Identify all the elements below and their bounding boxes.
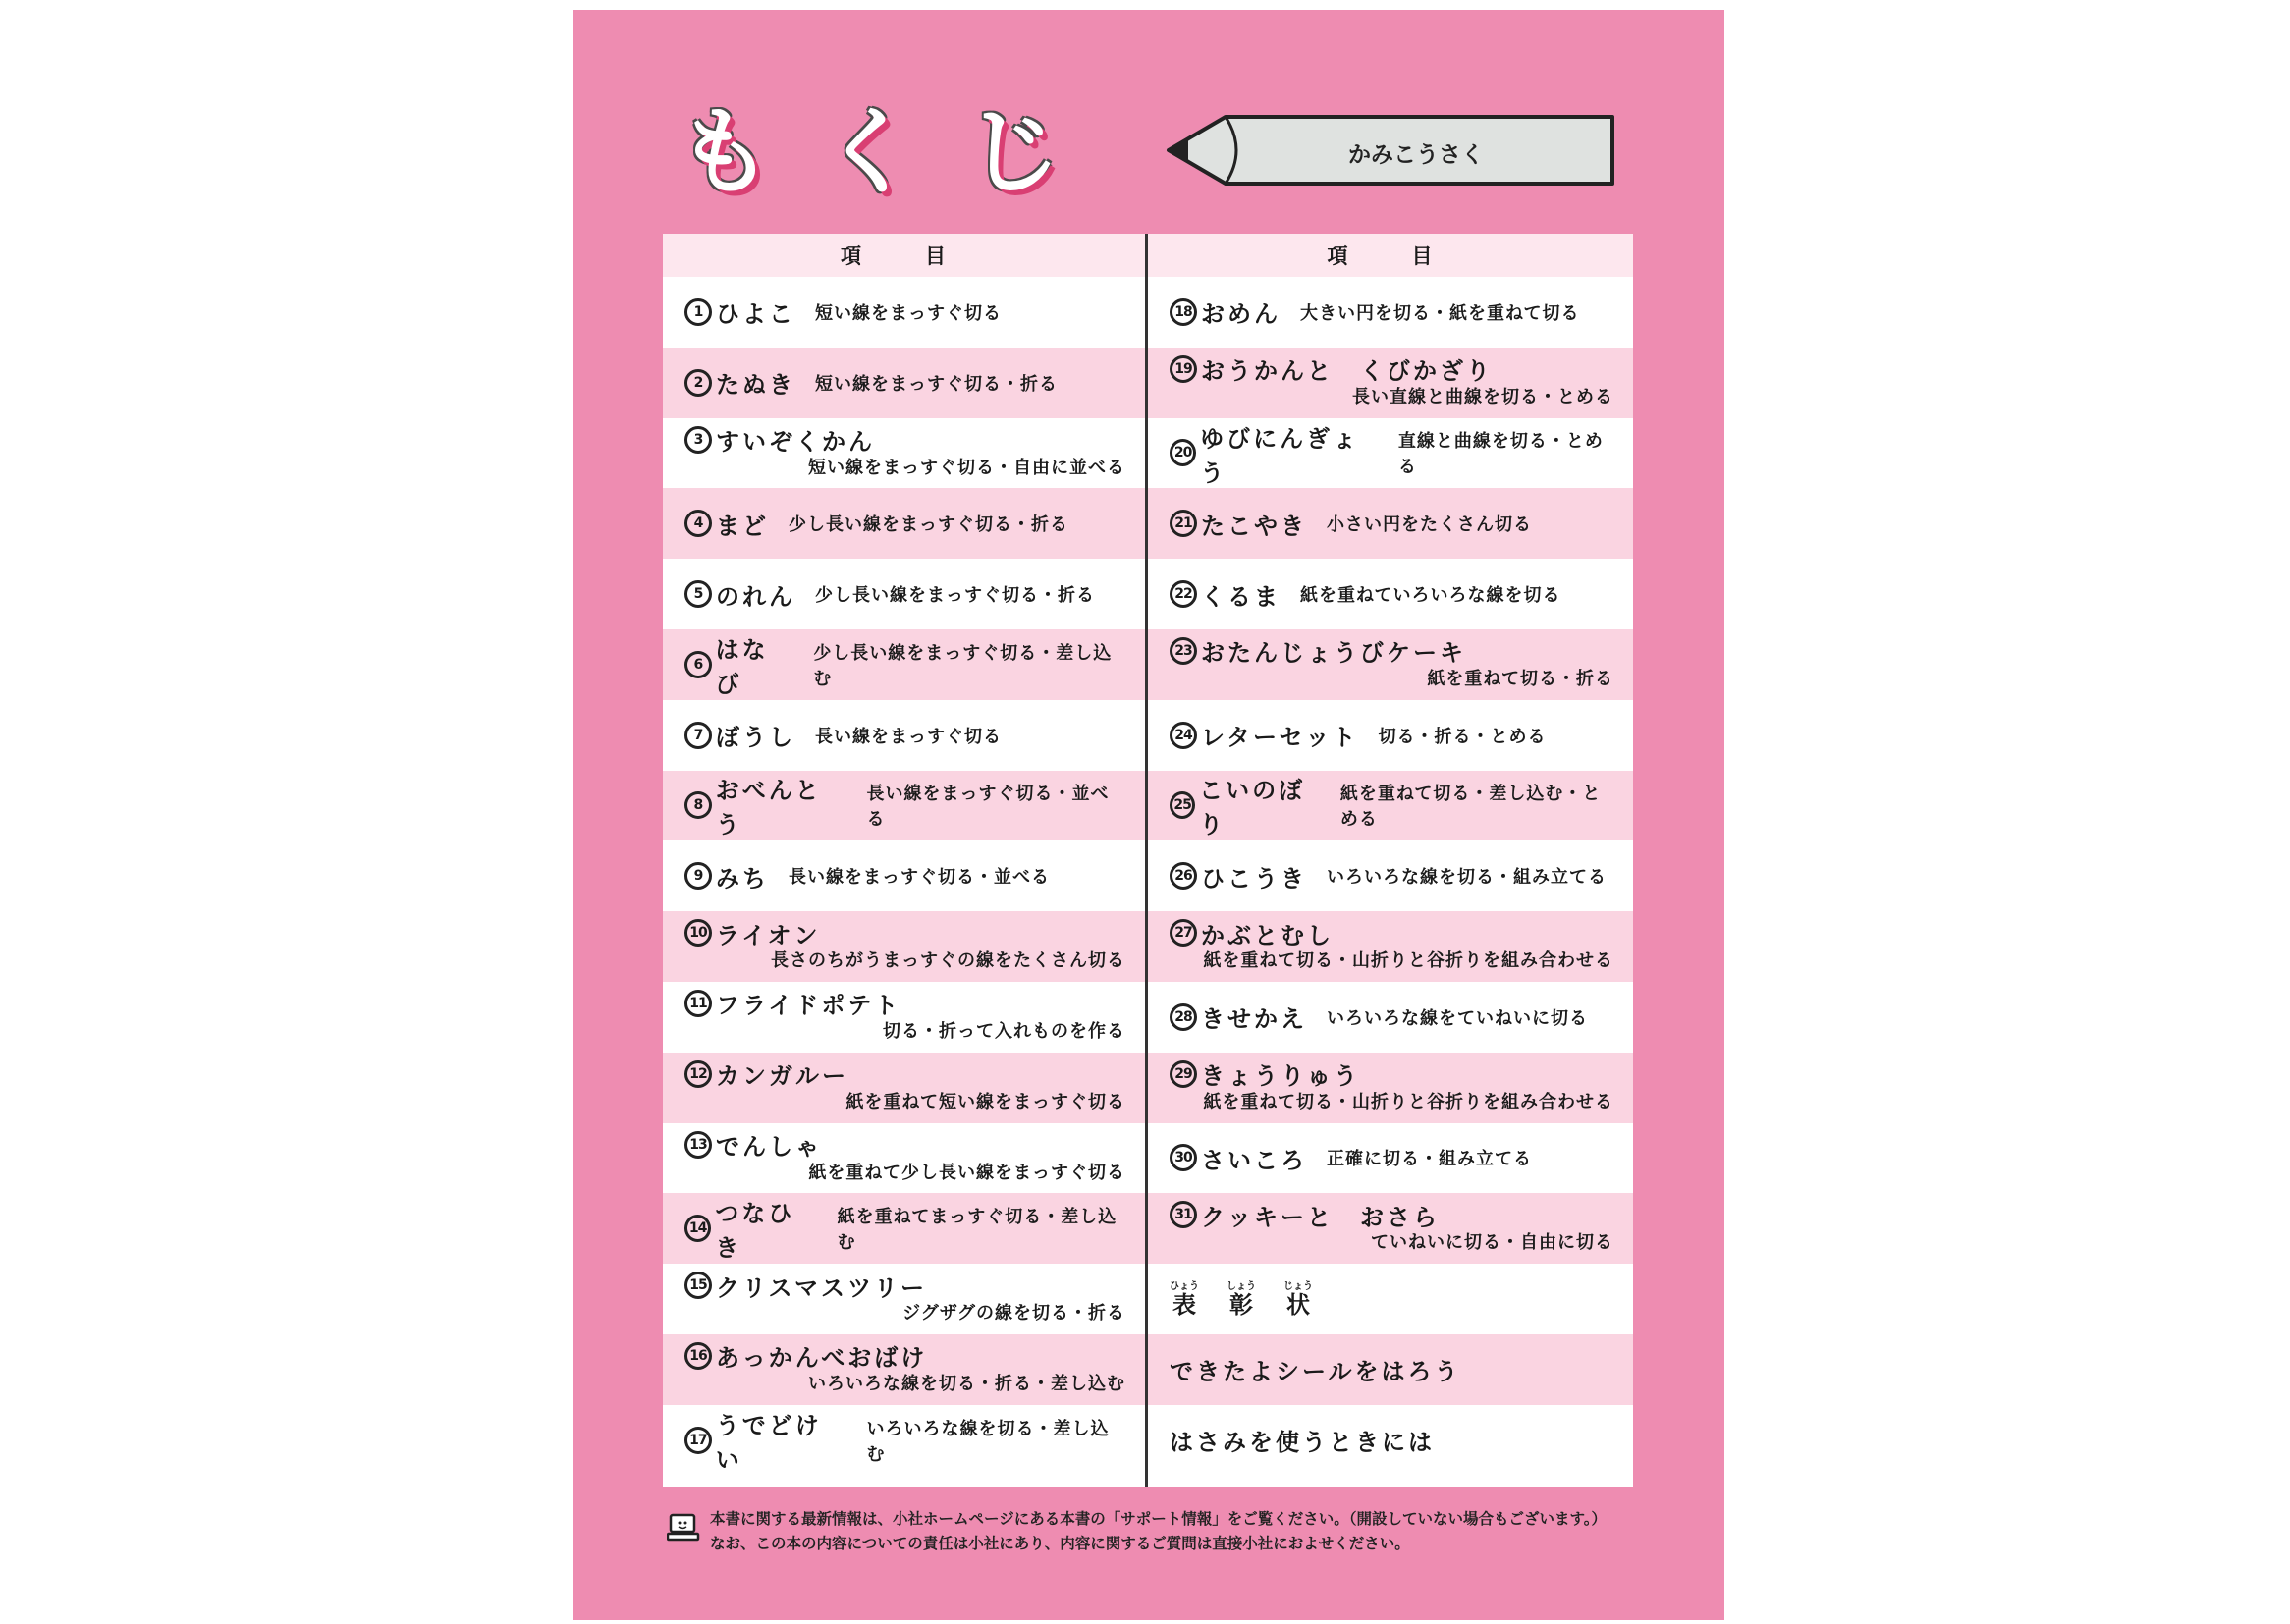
toc-row bbox=[1148, 911, 1633, 982]
item-description: 長い線をまっすぐ切る・並べる bbox=[789, 867, 1050, 889]
item-number: 9 bbox=[684, 862, 712, 890]
item-number: 20 bbox=[1170, 439, 1196, 466]
item-title: レターセット bbox=[1201, 724, 1359, 752]
toc-row bbox=[663, 911, 1145, 982]
item-number: 31 bbox=[1170, 1201, 1197, 1228]
item-number: 11 bbox=[684, 990, 712, 1017]
toc-row bbox=[663, 1264, 1145, 1334]
toc-row bbox=[663, 700, 1145, 771]
item-title: フライドポテト bbox=[716, 992, 901, 1020]
item-description: いろいろな線を切る・折る・差し込む bbox=[808, 1373, 1125, 1394]
item-description: 直線と曲線を切る・とめる bbox=[1397, 431, 1604, 478]
toc-row bbox=[1148, 277, 1633, 348]
item-title: すいぞくかん bbox=[716, 428, 875, 457]
item-title: きょうりゅう bbox=[1201, 1062, 1360, 1091]
item-description: 紙を重ねて切る・折る bbox=[1427, 668, 1613, 689]
toc-row bbox=[1148, 771, 1633, 841]
item-description: 正確に切る・組み立てる bbox=[1327, 1149, 1532, 1170]
toc-table bbox=[663, 234, 1633, 1487]
toc-row bbox=[1148, 1123, 1633, 1194]
toc-row bbox=[1148, 559, 1633, 629]
item-title: かぶとむし bbox=[1201, 921, 1334, 949]
item-title: ひこうき bbox=[1201, 864, 1307, 893]
item-description: 長い線をまっすぐ切る・並べる bbox=[866, 784, 1110, 831]
item-number: 2 bbox=[684, 369, 712, 397]
item-number: 24 bbox=[1170, 722, 1197, 749]
subject-label: かみこうさく bbox=[1348, 141, 1484, 168]
toc-row bbox=[663, 1334, 1145, 1405]
page-title bbox=[678, 98, 1090, 206]
scissors-guide-title: はさみを使うときには bbox=[1170, 1429, 1435, 1457]
item-title: みち bbox=[716, 864, 769, 893]
toc-row bbox=[1148, 840, 1633, 911]
toc-row bbox=[663, 277, 1145, 348]
item-description: 紙を重ねて切る・差し込む・とめる bbox=[1339, 784, 1602, 831]
toc-row bbox=[663, 1193, 1145, 1264]
item-number: 6 bbox=[684, 651, 712, 678]
item-title: さいころ bbox=[1201, 1146, 1307, 1174]
toc-row bbox=[1148, 1053, 1633, 1123]
item-number: 27 bbox=[1170, 919, 1197, 947]
item-description: ジグザグの線を切る・折る bbox=[902, 1303, 1125, 1325]
item-description: 長い線をまっすぐ切る bbox=[815, 726, 1002, 747]
item-description: いろいろな線を切る・組み立てる bbox=[1327, 867, 1607, 889]
toc-row bbox=[663, 771, 1145, 841]
award-char: 状じょう bbox=[1283, 1280, 1313, 1319]
item-title: まど bbox=[716, 512, 769, 540]
toc-row bbox=[1148, 488, 1633, 559]
item-title: はなび bbox=[715, 635, 769, 698]
item-title: あっかんべおばけ bbox=[716, 1344, 928, 1373]
toc-row bbox=[663, 488, 1145, 559]
toc-row bbox=[1148, 700, 1633, 771]
toc-row bbox=[1148, 982, 1633, 1053]
item-title: クッキーと おさら bbox=[1201, 1203, 1440, 1231]
item-title: たぬき bbox=[716, 371, 795, 400]
item-description: 少し長い線をまっすぐ切る・差し込む bbox=[813, 642, 1113, 689]
page bbox=[573, 10, 1724, 1620]
item-number: 10 bbox=[684, 919, 712, 947]
toc-row bbox=[1148, 1193, 1633, 1264]
item-description: 少し長い線をまっすぐ切る・折る bbox=[815, 585, 1095, 607]
item-description: 紙を重ねていろいろな線を切る bbox=[1300, 585, 1561, 607]
footer-note bbox=[667, 1497, 1649, 1556]
item-description: 紙を重ねて切る・山折りと谷折りを組み合わせる bbox=[1203, 1091, 1613, 1112]
toc-column-left bbox=[663, 234, 1148, 1487]
toc-row-award bbox=[1148, 1264, 1633, 1334]
footer-line: 本書に関する最新情報は、小社ホームページにある本書の「サポート情報」をご覧ください。（開設していない場合もございます。） bbox=[710, 1510, 1607, 1528]
item-description: 紙を重ねてまっすぐ切る・差し込む bbox=[837, 1207, 1118, 1254]
item-number: 14 bbox=[684, 1215, 711, 1242]
item-number: 8 bbox=[684, 791, 712, 819]
item-title: おうかんと くびかざり bbox=[1201, 357, 1493, 386]
item-title: でんしゃ bbox=[716, 1133, 822, 1162]
item-number: 7 bbox=[684, 722, 712, 749]
item-title: おめん bbox=[1201, 300, 1281, 329]
title-char: じ bbox=[966, 97, 1061, 207]
item-number: 28 bbox=[1170, 1003, 1197, 1031]
item-number: 22 bbox=[1170, 580, 1197, 608]
toc-row bbox=[663, 418, 1145, 489]
award-title bbox=[1170, 1279, 1313, 1320]
item-title: くるま bbox=[1201, 582, 1281, 611]
column-header: 項 目 bbox=[1148, 234, 1633, 277]
item-description: 長い直線と曲線を切る・とめる bbox=[1352, 386, 1613, 407]
item-description: 長さのちがうまっすぐの線をたくさん切る bbox=[771, 950, 1125, 972]
item-title: ゆびにんぎょう bbox=[1200, 424, 1360, 487]
item-number: 25 bbox=[1170, 791, 1195, 819]
item-title: ライオン bbox=[716, 921, 821, 949]
item-title: クリスマスツリー bbox=[716, 1273, 928, 1302]
item-description: 短い線をまっすぐ切る bbox=[815, 302, 1002, 324]
computer-icon bbox=[667, 1513, 700, 1543]
item-description: いろいろな線をていねいに切る bbox=[1327, 1007, 1588, 1029]
item-number: 23 bbox=[1170, 637, 1197, 665]
toc-row bbox=[663, 982, 1145, 1053]
item-description: 紙を重ねて切る・山折りと谷折りを組み合わせる bbox=[1203, 950, 1613, 972]
item-number: 5 bbox=[684, 580, 712, 608]
item-title: のれん bbox=[716, 582, 795, 611]
item-number: 19 bbox=[1170, 355, 1197, 383]
toc-row bbox=[1148, 629, 1633, 700]
toc-row bbox=[1148, 348, 1633, 418]
item-description: 短い線をまっすぐ切る・自由に並べる bbox=[808, 457, 1125, 478]
item-number: 21 bbox=[1170, 510, 1197, 537]
item-description: ていねいに切る・自由に切る bbox=[1371, 1232, 1613, 1254]
item-title: おべんとう bbox=[715, 777, 822, 839]
item-description: 紙を重ねて少し長い線をまっすぐ切る bbox=[808, 1162, 1125, 1183]
item-number: 12 bbox=[684, 1060, 712, 1088]
toc-row bbox=[663, 629, 1145, 700]
item-title: うでどけい bbox=[715, 1411, 822, 1474]
toc-column-right bbox=[1148, 234, 1633, 1487]
footer-line: なお、この本の内容についての責任は小社にあり、内容に関するご質問は直接小社におよせください。 bbox=[710, 1535, 1410, 1552]
sticker-page-title: できたよシールをはろう bbox=[1170, 1358, 1461, 1386]
title-char: も bbox=[678, 97, 772, 207]
item-description: 切る・折って入れものを作る bbox=[883, 1020, 1125, 1042]
toc-row-scissors bbox=[1148, 1405, 1633, 1476]
item-description: 少し長い線をまっすぐ切る・折る bbox=[789, 514, 1068, 536]
title-char: く bbox=[822, 97, 916, 207]
item-title: ひよこ bbox=[716, 300, 795, 329]
item-number: 17 bbox=[684, 1427, 712, 1454]
item-title: カンガルー bbox=[716, 1062, 848, 1091]
toc-row bbox=[663, 1405, 1145, 1476]
item-description: 切る・折る・とめる bbox=[1378, 726, 1547, 747]
item-number: 4 bbox=[684, 510, 712, 537]
item-description: 大きい円を切る・紙を重ねて切る bbox=[1300, 302, 1580, 324]
item-number: 1 bbox=[684, 298, 712, 326]
item-number: 26 bbox=[1170, 862, 1197, 890]
item-title: つなひき bbox=[715, 1200, 795, 1263]
toc-row bbox=[663, 348, 1145, 418]
item-number: 13 bbox=[684, 1131, 712, 1159]
item-number: 29 bbox=[1170, 1060, 1197, 1088]
item-number: 30 bbox=[1170, 1144, 1197, 1171]
toc-row bbox=[663, 559, 1145, 629]
item-number: 16 bbox=[684, 1342, 712, 1370]
item-description: いろいろな線を切る・差し込む bbox=[866, 1418, 1110, 1465]
item-title: ぼうし bbox=[716, 724, 795, 752]
item-title: おたんじょうびケーキ bbox=[1201, 639, 1466, 668]
toc-row-sticker bbox=[1148, 1334, 1633, 1405]
item-number: 3 bbox=[684, 426, 712, 454]
toc-row bbox=[663, 1123, 1145, 1194]
item-number: 15 bbox=[684, 1272, 712, 1299]
item-title: きせかえ bbox=[1201, 1005, 1307, 1034]
toc-row bbox=[663, 1053, 1145, 1123]
item-title: たこやき bbox=[1201, 512, 1307, 540]
award-char: 表ひょう bbox=[1170, 1280, 1199, 1319]
item-description: 短い線をまっすぐ切る・折る bbox=[815, 373, 1058, 395]
toc-row bbox=[1148, 418, 1633, 489]
item-description: 小さい円をたくさん切る bbox=[1327, 514, 1532, 536]
item-title: こいのぼり bbox=[1199, 777, 1306, 839]
item-description: 紙を重ねて短い線をまっすぐ切る bbox=[845, 1091, 1125, 1112]
column-header: 項 目 bbox=[663, 234, 1145, 277]
item-number: 18 bbox=[1170, 298, 1197, 326]
award-char: 彰しょう bbox=[1227, 1280, 1256, 1319]
toc-row bbox=[663, 840, 1145, 911]
